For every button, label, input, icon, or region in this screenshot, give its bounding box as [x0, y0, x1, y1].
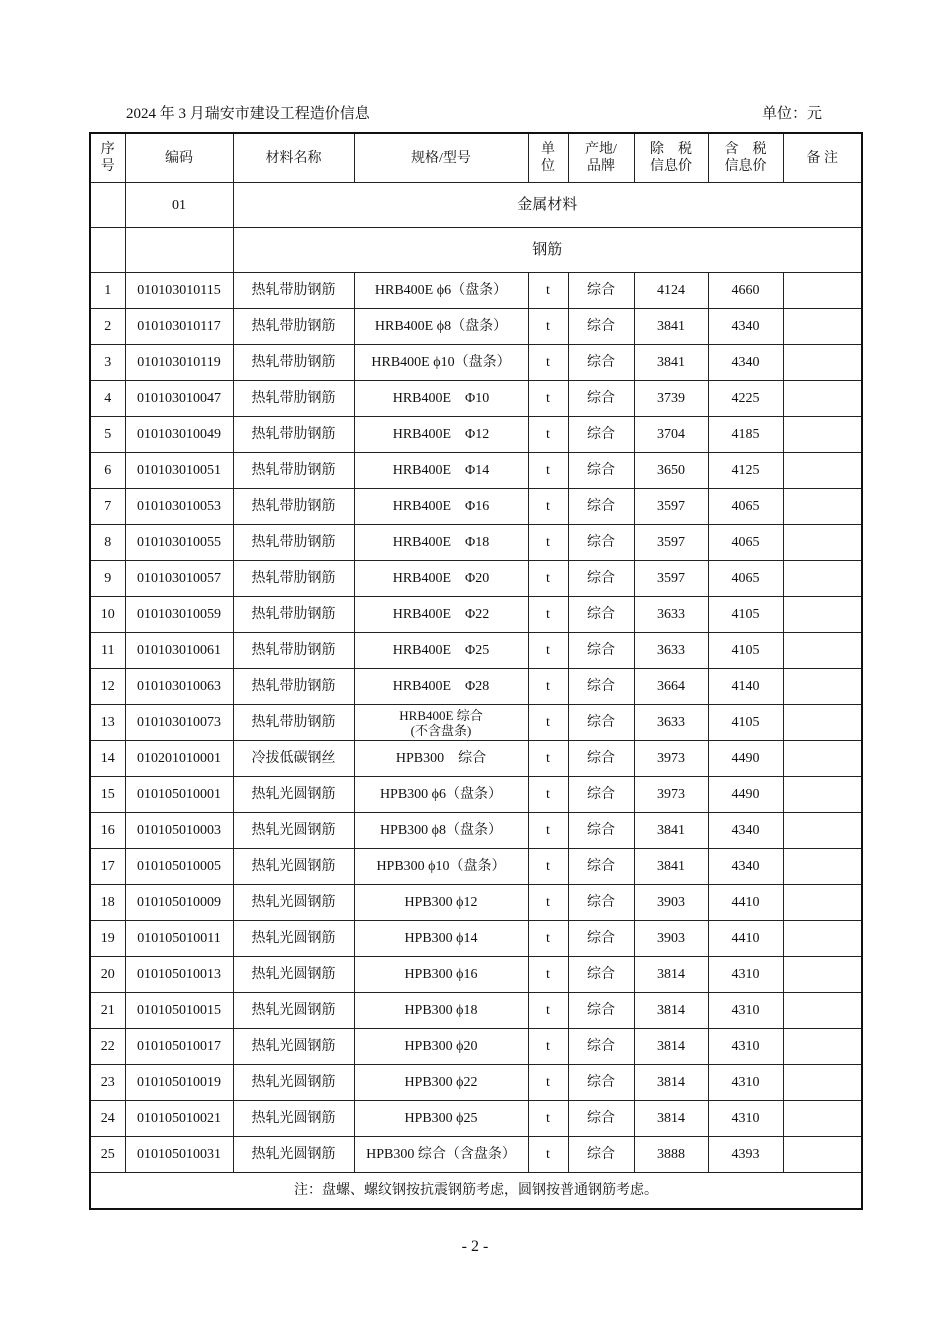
row-seq: 8: [90, 525, 125, 561]
row-origin: 综合: [568, 993, 634, 1029]
row-unit: t: [528, 705, 568, 741]
row-origin: 综合: [568, 813, 634, 849]
row-price-inc-tax: 4310: [708, 1101, 783, 1137]
table-row: [90, 525, 862, 561]
row-remark: [783, 885, 862, 921]
row-name: 热轧带肋钢筋: [233, 705, 354, 741]
row-name: 热轧带肋钢筋: [233, 345, 354, 381]
row-price-ex-tax: 3888: [634, 1137, 708, 1173]
row-price-ex-tax: 3633: [634, 597, 708, 633]
table-row: [90, 669, 862, 705]
row-seq: 21: [90, 993, 125, 1029]
subcategory-name: 钢筋: [233, 228, 862, 273]
row-remark: [783, 1137, 862, 1173]
row-spec: HRB400E ϕ10（盘条）: [354, 345, 528, 381]
row-unit: t: [528, 741, 568, 777]
row-seq: 20: [90, 957, 125, 993]
row-origin: 综合: [568, 741, 634, 777]
row-remark: [783, 309, 862, 345]
row-unit: t: [528, 273, 568, 309]
row-price-ex-tax: 3973: [634, 777, 708, 813]
row-price-ex-tax: 3664: [634, 669, 708, 705]
table-row: [90, 957, 862, 993]
row-remark: [783, 453, 862, 489]
row-spec: HPB300 综合（含盘条）: [354, 1137, 528, 1173]
row-spec: HPB300 ϕ20: [354, 1029, 528, 1065]
row-origin: 综合: [568, 597, 634, 633]
header-spec: 规格/型号: [354, 133, 528, 183]
row-price-ex-tax: 3597: [634, 561, 708, 597]
row-spec: HPB300 ϕ25: [354, 1101, 528, 1137]
row-price-inc-tax: 4140: [708, 669, 783, 705]
row-code: 010105010001: [125, 777, 233, 813]
table-row: [90, 705, 862, 741]
row-unit: t: [528, 633, 568, 669]
row-seq: 15: [90, 777, 125, 813]
price-table: [89, 132, 863, 1210]
row-seq: 18: [90, 885, 125, 921]
row-seq: 7: [90, 489, 125, 525]
row-price-inc-tax: 4310: [708, 957, 783, 993]
row-price-ex-tax: 3841: [634, 309, 708, 345]
row-seq: 1: [90, 273, 125, 309]
row-seq: 13: [90, 705, 125, 741]
row-spec: HRB400E Φ16: [354, 489, 528, 525]
row-code: 010103010073: [125, 705, 233, 741]
row-seq: 10: [90, 597, 125, 633]
table-row: [90, 1101, 862, 1137]
row-price-ex-tax: 4124: [634, 273, 708, 309]
table-row: [90, 345, 862, 381]
row-unit: t: [528, 777, 568, 813]
row-remark: [783, 561, 862, 597]
row-unit: t: [528, 1137, 568, 1173]
row-origin: 综合: [568, 345, 634, 381]
row-price-inc-tax: 4310: [708, 1029, 783, 1065]
row-remark: [783, 921, 862, 957]
row-price-inc-tax: 4225: [708, 381, 783, 417]
table-row: [90, 885, 862, 921]
row-price-inc-tax: 4065: [708, 525, 783, 561]
row-origin: 综合: [568, 309, 634, 345]
header-origin: 产地/ 品牌: [568, 133, 634, 183]
row-origin: 综合: [568, 417, 634, 453]
row-origin: 综合: [568, 381, 634, 417]
row-price-ex-tax: 3814: [634, 1029, 708, 1065]
row-name: 热轧带肋钢筋: [233, 417, 354, 453]
row-code: 010103010059: [125, 597, 233, 633]
table-row: [90, 1065, 862, 1101]
row-name: 冷拔低碳钢丝: [233, 741, 354, 777]
row-price-ex-tax: 3650: [634, 453, 708, 489]
row-price-inc-tax: 4310: [708, 993, 783, 1029]
row-unit: t: [528, 417, 568, 453]
row-remark: [783, 633, 862, 669]
row-name: 热轧带肋钢筋: [233, 381, 354, 417]
row-name: 热轧带肋钢筋: [233, 525, 354, 561]
row-code: 010103010055: [125, 525, 233, 561]
row-price-inc-tax: 4105: [708, 705, 783, 741]
row-spec: HRB400E 综合 (不含盘条): [354, 705, 528, 741]
table-row: [90, 561, 862, 597]
row-remark: [783, 1101, 862, 1137]
row-seq: 5: [90, 417, 125, 453]
row-price-ex-tax: 3814: [634, 957, 708, 993]
row-price-inc-tax: 4660: [708, 273, 783, 309]
table-row: [90, 309, 862, 345]
row-seq: 17: [90, 849, 125, 885]
row-seq: 9: [90, 561, 125, 597]
row-unit: t: [528, 1101, 568, 1137]
row-spec: HPB300 ϕ18: [354, 993, 528, 1029]
row-name: 热轧带肋钢筋: [233, 309, 354, 345]
row-origin: 综合: [568, 921, 634, 957]
row-price-inc-tax: 4490: [708, 777, 783, 813]
row-unit: t: [528, 597, 568, 633]
table-row: [90, 921, 862, 957]
table-row: [90, 597, 862, 633]
row-unit: t: [528, 525, 568, 561]
row-price-ex-tax: 3739: [634, 381, 708, 417]
row-price-ex-tax: 3903: [634, 921, 708, 957]
row-price-ex-tax: 3633: [634, 705, 708, 741]
table-note: 注：盘螺、螺纹钢按抗震钢筋考虑，圆钢按普通钢筋考虑。: [90, 1173, 862, 1210]
row-name: 热轧光圆钢筋: [233, 885, 354, 921]
row-price-inc-tax: 4393: [708, 1137, 783, 1173]
row-spec: HPB300 ϕ14: [354, 921, 528, 957]
page-number: - 2 -: [461, 1238, 489, 1255]
row-origin: 综合: [568, 849, 634, 885]
row-spec: HPB300 ϕ22: [354, 1065, 528, 1101]
row-code: 010105010015: [125, 993, 233, 1029]
row-unit: t: [528, 453, 568, 489]
row-unit: t: [528, 885, 568, 921]
row-unit: t: [528, 381, 568, 417]
row-price-inc-tax: 4105: [708, 633, 783, 669]
row-spec: HRB400E Φ25: [354, 633, 528, 669]
row-code: 010103010115: [125, 273, 233, 309]
row-code: 010103010063: [125, 669, 233, 705]
row-seq: 19: [90, 921, 125, 957]
row-code: 010103010061: [125, 633, 233, 669]
row-code: 010103010057: [125, 561, 233, 597]
row-seq: 16: [90, 813, 125, 849]
category-code: 01: [125, 183, 233, 228]
row-origin: 综合: [568, 885, 634, 921]
row-name: 热轧带肋钢筋: [233, 597, 354, 633]
row-seq: 3: [90, 345, 125, 381]
header-price-inc-tax: 含 税 信息价: [708, 133, 783, 183]
row-price-inc-tax: 4340: [708, 309, 783, 345]
row-spec: HRB400E Φ28: [354, 669, 528, 705]
row-spec: HRB400E Φ20: [354, 561, 528, 597]
row-unit: t: [528, 669, 568, 705]
row-name: 热轧光圆钢筋: [233, 921, 354, 957]
row-price-inc-tax: 4410: [708, 885, 783, 921]
table-row: [90, 849, 862, 885]
row-unit: t: [528, 1065, 568, 1101]
document-title: 2024 年 3 月瑞安市建设工程造价信息: [126, 106, 370, 122]
category-row: [90, 183, 862, 228]
row-spec: HPB300 ϕ16: [354, 957, 528, 993]
row-remark: [783, 345, 862, 381]
row-unit: t: [528, 489, 568, 525]
row-unit: t: [528, 993, 568, 1029]
row-spec: HRB400E ϕ6（盘条）: [354, 273, 528, 309]
row-name: 热轧带肋钢筋: [233, 561, 354, 597]
row-name: 热轧光圆钢筋: [233, 957, 354, 993]
row-price-ex-tax: 3841: [634, 849, 708, 885]
page-header: [126, 102, 822, 124]
row-origin: 综合: [568, 1101, 634, 1137]
row-spec: HPB300 综合: [354, 741, 528, 777]
row-code: 010105010013: [125, 957, 233, 993]
row-name: 热轧带肋钢筋: [233, 273, 354, 309]
row-code: 010105010005: [125, 849, 233, 885]
header-price-ex-tax: 除 税 信息价: [634, 133, 708, 183]
row-origin: 综合: [568, 489, 634, 525]
row-unit: t: [528, 345, 568, 381]
row-price-ex-tax: 3841: [634, 345, 708, 381]
row-price-ex-tax: 3841: [634, 813, 708, 849]
table-row: [90, 381, 862, 417]
row-code: 010105010019: [125, 1065, 233, 1101]
row-origin: 综合: [568, 1065, 634, 1101]
row-spec: HRB400E Φ22: [354, 597, 528, 633]
row-remark: [783, 489, 862, 525]
row-remark: [783, 741, 862, 777]
row-remark: [783, 381, 862, 417]
subcategory-row: [90, 228, 862, 273]
table-header-row: [90, 133, 862, 183]
row-remark: [783, 957, 862, 993]
row-price-inc-tax: 4410: [708, 921, 783, 957]
row-price-inc-tax: 4340: [708, 849, 783, 885]
row-origin: 综合: [568, 633, 634, 669]
row-unit: t: [528, 957, 568, 993]
row-name: 热轧光圆钢筋: [233, 993, 354, 1029]
row-price-inc-tax: 4105: [708, 597, 783, 633]
header-code: 编码: [125, 133, 233, 183]
row-price-ex-tax: 3814: [634, 1101, 708, 1137]
row-unit: t: [528, 309, 568, 345]
row-seq: 4: [90, 381, 125, 417]
row-seq: 11: [90, 633, 125, 669]
row-spec: HRB400E Φ12: [354, 417, 528, 453]
row-price-ex-tax: 3597: [634, 489, 708, 525]
row-code: 010105010017: [125, 1029, 233, 1065]
row-origin: 综合: [568, 273, 634, 309]
unit-label: 单位：元: [761, 106, 822, 122]
row-seq: 22: [90, 1029, 125, 1065]
row-seq: 24: [90, 1101, 125, 1137]
table-row: [90, 453, 862, 489]
row-spec: HRB400E Φ18: [354, 525, 528, 561]
row-seq: 12: [90, 669, 125, 705]
row-seq: 14: [90, 741, 125, 777]
row-code: 010105010009: [125, 885, 233, 921]
row-origin: 综合: [568, 777, 634, 813]
row-spec: HRB400E Φ10: [354, 381, 528, 417]
row-price-inc-tax: 4490: [708, 741, 783, 777]
row-unit: t: [528, 561, 568, 597]
row-price-inc-tax: 4065: [708, 489, 783, 525]
row-spec: HPB300 ϕ6（盘条）: [354, 777, 528, 813]
row-remark: [783, 993, 862, 1029]
row-spec: HPB300 ϕ10（盘条）: [354, 849, 528, 885]
row-seq: 23: [90, 1065, 125, 1101]
table-row: [90, 741, 862, 777]
row-name: 热轧光圆钢筋: [233, 1101, 354, 1137]
row-name: 热轧光圆钢筋: [233, 1029, 354, 1065]
row-unit: t: [528, 921, 568, 957]
row-origin: 综合: [568, 705, 634, 741]
row-remark: [783, 417, 862, 453]
table-row: [90, 633, 862, 669]
row-origin: 综合: [568, 453, 634, 489]
row-code: 010105010021: [125, 1101, 233, 1137]
row-price-ex-tax: 3903: [634, 885, 708, 921]
row-code: 010103010117: [125, 309, 233, 345]
row-name: 热轧光圆钢筋: [233, 1137, 354, 1173]
row-name: 热轧光圆钢筋: [233, 1065, 354, 1101]
row-price-inc-tax: 4065: [708, 561, 783, 597]
table-row: [90, 1137, 862, 1173]
row-origin: 综合: [568, 957, 634, 993]
row-spec: HRB400E Φ14: [354, 453, 528, 489]
row-spec: HRB400E ϕ8（盘条）: [354, 309, 528, 345]
table-row: [90, 993, 862, 1029]
row-code: 010103010053: [125, 489, 233, 525]
table-row: [90, 1029, 862, 1065]
row-remark: [783, 705, 862, 741]
header-name: 材料名称: [233, 133, 354, 183]
row-remark: [783, 669, 862, 705]
row-seq: 6: [90, 453, 125, 489]
row-code: 010103010051: [125, 453, 233, 489]
row-name: 热轧带肋钢筋: [233, 453, 354, 489]
table-row: [90, 489, 862, 525]
row-name: 热轧带肋钢筋: [233, 489, 354, 525]
category-name: 金属材料: [233, 183, 862, 228]
row-remark: [783, 777, 862, 813]
row-price-inc-tax: 4340: [708, 813, 783, 849]
row-price-ex-tax: 3973: [634, 741, 708, 777]
table-row: [90, 777, 862, 813]
row-code: 010201010001: [125, 741, 233, 777]
row-remark: [783, 597, 862, 633]
table-row: [90, 813, 862, 849]
row-price-inc-tax: 4185: [708, 417, 783, 453]
row-code: 010103010047: [125, 381, 233, 417]
row-remark: [783, 273, 862, 309]
table-row: [90, 417, 862, 453]
row-spec: HPB300 ϕ12: [354, 885, 528, 921]
row-origin: 综合: [568, 669, 634, 705]
row-code: 010103010119: [125, 345, 233, 381]
row-price-inc-tax: 4340: [708, 345, 783, 381]
header-seq: 序 号: [90, 133, 125, 183]
row-name: 热轧光圆钢筋: [233, 813, 354, 849]
row-price-ex-tax: 3633: [634, 633, 708, 669]
row-code: 010103010049: [125, 417, 233, 453]
row-origin: 综合: [568, 1137, 634, 1173]
row-price-ex-tax: 3597: [634, 525, 708, 561]
row-remark: [783, 525, 862, 561]
row-price-inc-tax: 4125: [708, 453, 783, 489]
row-code: 010105010011: [125, 921, 233, 957]
row-price-inc-tax: 4310: [708, 1065, 783, 1101]
table-row: [90, 273, 862, 309]
header-remark: 备 注: [783, 133, 862, 183]
row-origin: 综合: [568, 525, 634, 561]
row-name: 热轧光圆钢筋: [233, 849, 354, 885]
row-price-ex-tax: 3814: [634, 1065, 708, 1101]
row-name: 热轧光圆钢筋: [233, 777, 354, 813]
row-price-ex-tax: 3814: [634, 993, 708, 1029]
row-price-ex-tax: 3704: [634, 417, 708, 453]
row-spec: HPB300 ϕ8（盘条）: [354, 813, 528, 849]
header-unit: 单 位: [528, 133, 568, 183]
row-name: 热轧带肋钢筋: [233, 633, 354, 669]
row-name: 热轧带肋钢筋: [233, 669, 354, 705]
row-remark: [783, 1065, 862, 1101]
row-origin: 综合: [568, 1029, 634, 1065]
note-row: [90, 1173, 862, 1210]
row-code: 010105010031: [125, 1137, 233, 1173]
row-seq: 2: [90, 309, 125, 345]
row-remark: [783, 1029, 862, 1065]
row-remark: [783, 813, 862, 849]
row-unit: t: [528, 849, 568, 885]
row-seq: 25: [90, 1137, 125, 1173]
row-origin: 综合: [568, 561, 634, 597]
row-unit: t: [528, 813, 568, 849]
row-unit: t: [528, 1029, 568, 1065]
row-code: 010105010003: [125, 813, 233, 849]
row-remark: [783, 849, 862, 885]
